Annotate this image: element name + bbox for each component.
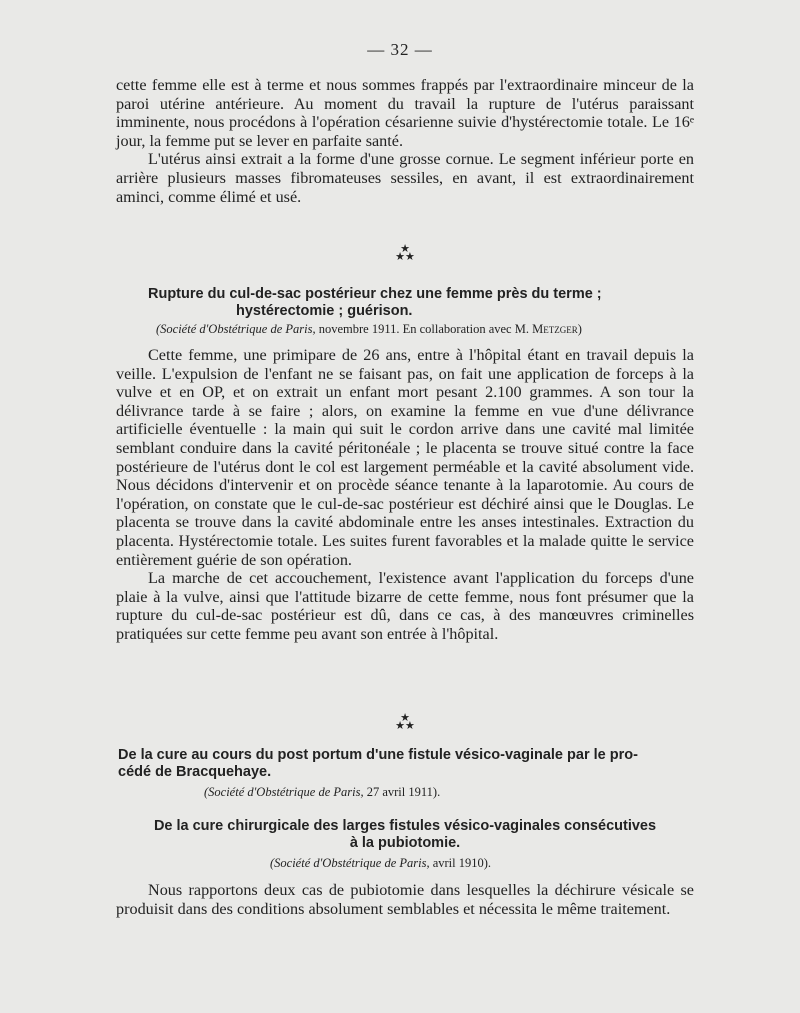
section-1-paragraph-1: Cette femme, une primipare de 26 ans, entre à l'hôpital étant en travail depuis la veille. L'expulsion de l'enfant ne se faisant pas, on fait une application de forceps à la vulve et en OP, et on extrait un enfant mort pesant 2.100 grammes. A son tour la délivrance tarde à se faire ; alors, on examine la femme en vue d'une délivrance artificielle éventuelle : la main qui suit le cordon arrive dans une cavité mal limitée semblant conduire dans la cavité péritonéale ; le placenta se trouve situé contre la face postérieure de l'utérus dont le col est largement perméable et la cavité absolument vide. Nous décidons d'intervenir et on procède séance tenante à la laparotomie. Au cours de l'opération, on constate que le cul-de-sac postérieur est déchiré ainsi que le Douglas. Le placenta se trouve dans la cavité abdominale entre les anses intestinales. Extraction du placenta. Hystérectomie totale. Les suites furent favorables et la malade quitte le service entièrement guérie de son opération. <box>116 346 694 569</box>
section-separator-stars <box>390 714 420 730</box>
star-icon: ★ <box>405 720 415 732</box>
section-1-source-author: Metzger <box>532 322 578 336</box>
section-1-title <box>148 286 602 320</box>
section-3-paragraph: Nous rapportons deux cas de pubiotomie dans lesquelles la déchirure vésicale se produisit dans des conditions absolument semblables et nécessita le même traitement. <box>116 881 694 918</box>
section-2-title-line-2: cédé de Bracquehaye. <box>118 764 272 780</box>
section-separator-stars <box>390 245 420 261</box>
section-1-source-journal: (Société d'Obstétrique de Paris, <box>156 322 316 336</box>
section-1-source-close: ) <box>577 322 582 336</box>
section-3-body <box>116 881 694 918</box>
section-1-source <box>156 322 582 337</box>
section-1-title-line-2: hystérectomie ; guérison. <box>236 303 413 319</box>
star-icon: ★ <box>400 243 410 255</box>
section-2-title-line-1: De la cure au cours du post portum d'une fistule vésico-vaginale par le pro- <box>118 747 638 763</box>
page-number: — 32 — <box>367 40 433 59</box>
section-2-source-journal: (Société d'Obstétrique de Paris, <box>204 785 364 799</box>
star-icon: ★ <box>405 251 415 263</box>
section-2-source-date: 27 avril 1911). <box>366 785 441 799</box>
intro-paragraph-1: cette femme elle est à terme et nous sommes frappés par l'extraordinaire minceur de la paroi utérine antérieure. Au moment du travail la rupture de l'utérus paraissant imminente, nous procédons à l'opération césarienne suivie d'hystérectomie totale. Le 16ᵉ jour, la femme put se lever en parfaite santé. <box>116 76 694 150</box>
section-3-title <box>116 818 694 852</box>
section-3-source <box>270 856 491 871</box>
intro-text <box>116 76 694 206</box>
section-1-title-line-1: Rupture du cul-de-sac postérieur chez une femme près du terme ; <box>148 286 602 302</box>
section-2-source <box>204 785 440 800</box>
section-3-source-journal: (Société d'Obstétrique de Paris, <box>270 856 430 870</box>
intro-paragraph-2: L'utérus ainsi extrait a la forme d'une grosse cornue. Le segment inférieur porte en arrière plusieurs masses fibromateuses sessiles, en avant, il est extraordinairement aminci, comme élimé et usé. <box>116 150 694 206</box>
section-1-paragraph-2: La marche de cet accouchement, l'existence avant l'application du forceps d'une plaie à la vulve, ainsi que l'attitude bizarre de cette femme, nous font présumer que la rupture du cul-de-sac postérieur est dû, dans ce cas, à des manœuvres criminelles pratiquées sur cette femme peu avant son entrée à l'hôpital. <box>116 569 694 643</box>
star-icon: ★ <box>395 720 405 732</box>
section-3-source-date: avril 1910). <box>432 856 492 870</box>
section-1-source-date: novembre 1911. En collaboration avec M. <box>318 322 529 336</box>
section-3-title-line-1: De la cure chirurgicale des larges fistules vésico-vaginales consécutives <box>153 818 657 834</box>
section-1-body <box>116 346 694 644</box>
section-2-title <box>118 747 638 781</box>
section-3-title-line-2: à la pubiotomie. <box>349 835 461 851</box>
star-icon: ★ <box>395 251 405 263</box>
star-icon: ★ <box>400 712 410 724</box>
